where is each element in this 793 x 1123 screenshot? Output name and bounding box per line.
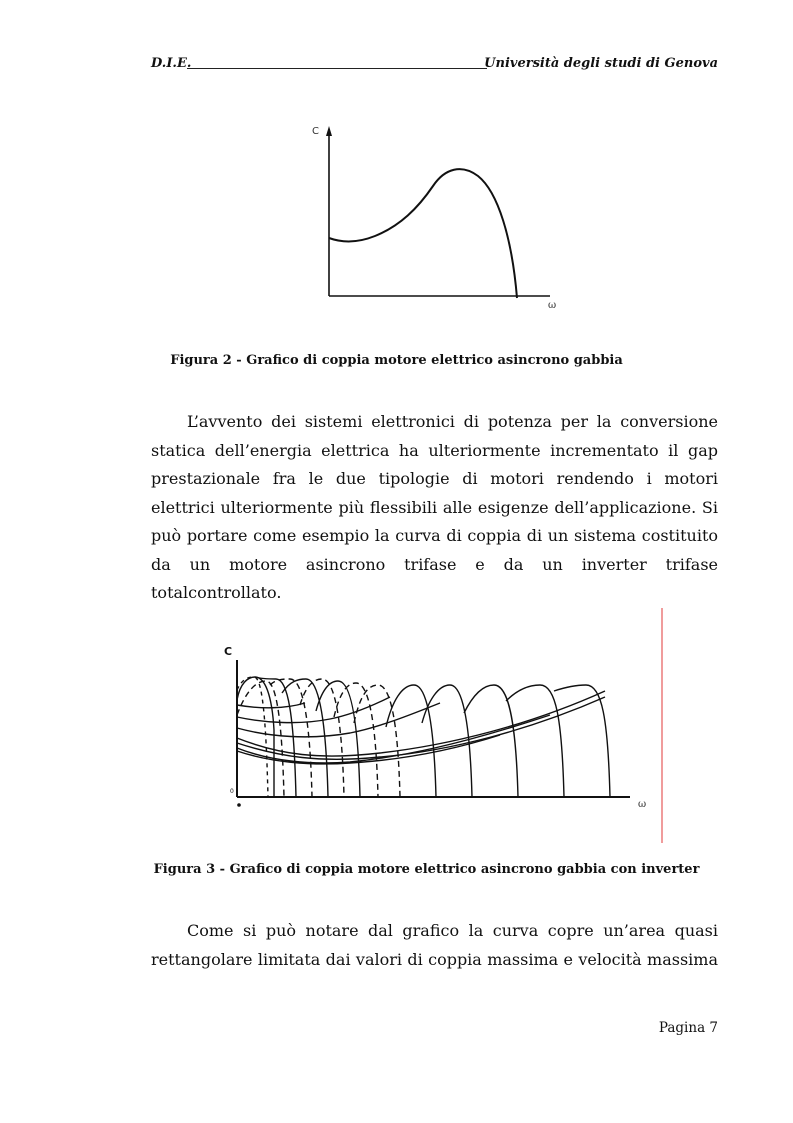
fig3-x-label: ω (638, 799, 647, 810)
figure-3-caption: Figura 3 - Grafico di coppia motore elettrico asincrono gabbia con inverter (153, 862, 700, 877)
fig3-torque-hump (554, 685, 610, 797)
fig3-torque-hump (300, 679, 344, 797)
fig3-torque-hump (237, 681, 284, 797)
fig3-base-curve (237, 697, 390, 723)
fig3-torque-hump (237, 677, 274, 797)
header-right: Università degli studi di Genova (484, 56, 718, 71)
fig2-y-label: C (312, 126, 319, 137)
paragraph-1: L’avvento dei sistemi elettronici di potenza per la conversione statica dell’energia elettrica ha ulteriormente incrementato il gap prestazionale fra le due tipologie di motori rendendo i motori elettrici ulteriormente più flessibili alle esigenze dell’applicazione. Si può portare come esempio la curva di coppia di un sistema costituito da un motore asincrono trifase e da un inverter trifase totalcontrollato. (151, 412, 718, 602)
fig3-torque-hump (237, 677, 268, 797)
fig3-torque-hump (270, 679, 312, 797)
paragraph-2: Come si può notare dal grafico la curva copre un’area quasi rettangolare limitata dai valori di coppia massima e velocità massima (151, 921, 718, 969)
header-rule (187, 68, 487, 69)
fig3-torque-hump (386, 685, 436, 797)
fig2-y-arrow (326, 126, 332, 136)
fig2-torque-curve (329, 169, 517, 298)
figure-2-graph (300, 118, 570, 318)
figure-3-graph (210, 605, 670, 845)
fig3-origin-dot (237, 803, 241, 807)
page-number: Pagina 7 (658, 1020, 718, 1036)
figure-2-caption: Figura 2 - Grafico di coppia motore elettrico asincrono gabbia (170, 353, 623, 368)
header-left: D.I.E. (151, 56, 192, 71)
fig2-x-label: ω (548, 300, 557, 311)
fig3-torque-hump (354, 685, 400, 797)
fig3-torque-hump (316, 681, 360, 797)
fig3-y-label: C (224, 645, 233, 658)
fig3-origin-label: 0 (230, 788, 234, 795)
